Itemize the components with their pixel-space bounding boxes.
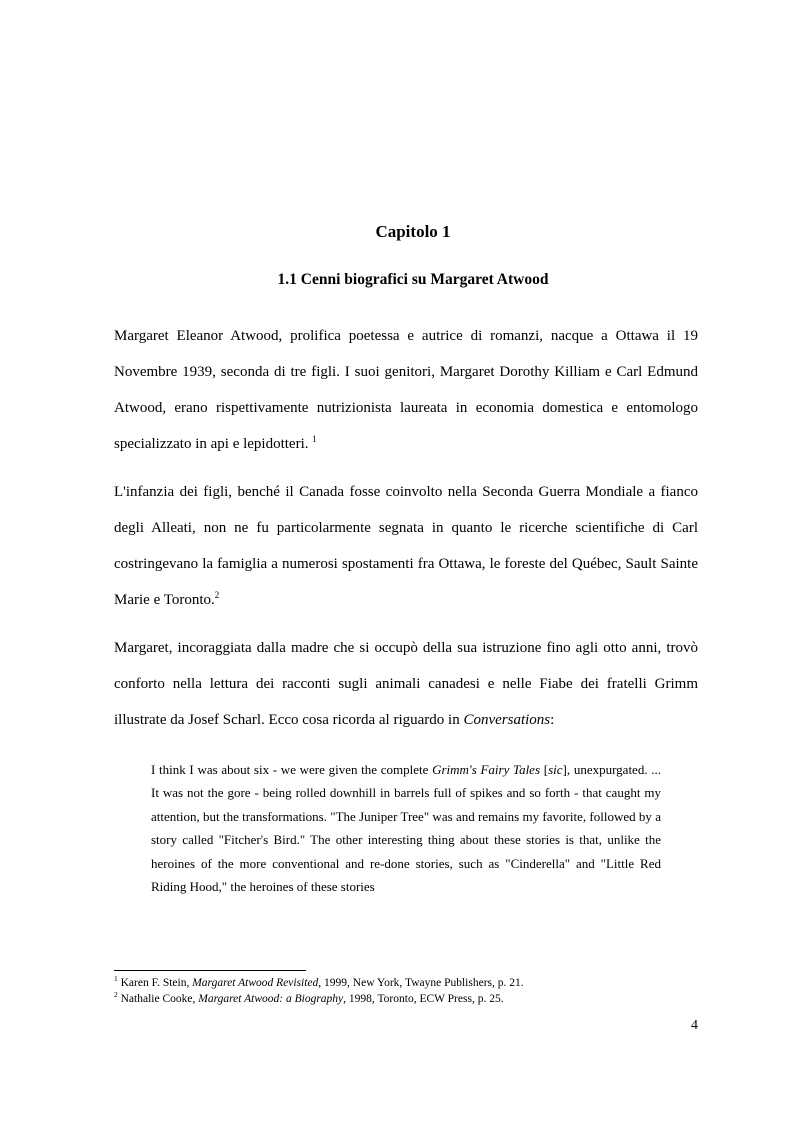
quote-book-title: Grimm's Fairy Tales	[432, 762, 541, 777]
block-quote	[151, 758, 661, 898]
section-title: 1.1 Cenni biografici su Margaret Atwood	[277, 271, 549, 288]
footnote-separator	[114, 970, 306, 971]
footnote-details: , 1998, Toronto, ECW Press, p. 25.	[343, 993, 504, 1005]
footnote-title: Margaret Atwood Revisited	[192, 977, 319, 989]
book-title: Conversations	[463, 712, 551, 728]
paragraph-text: Margaret, incoraggiata dalla madre che si occupò della sua istruzione fino agli otto anni, trovò conforto nella lettura dei racconti sugli animali canadesi e nelle Fiabe dei fratelli Grimm illustrate da Josef Scharl. Ecco cosa ricorda al riguardo in	[114, 640, 698, 728]
paragraph-reading	[114, 630, 698, 738]
quote-text: I think I was about six - we were given the complete	[151, 762, 429, 777]
paragraph-punctuation: :	[550, 712, 555, 728]
paragraph-birth	[114, 318, 698, 462]
footnotes	[114, 975, 698, 1007]
footnote-title: Margaret Atwood: a Biography	[198, 993, 344, 1005]
footnote-details: , 1999, New York, Twayne Publishers, p. 21.	[318, 977, 524, 989]
paragraph-text: Margaret Eleanor Atwood, prolifica poetessa e autrice di romanzi, nacque a Ottawa il 19 Novembre 1939, seconda di tre figli. I suoi genitori, Margaret Dorothy Killiam e Carl Edmund Atwood, erano rispettivamente nutrizionista laureata in economia domestica e entomologo specializzato in api e lepidotteri.	[114, 328, 698, 452]
footnote-2	[114, 991, 698, 1007]
footnote-author: Karen F. Stein,	[120, 977, 190, 989]
paragraph-childhood	[114, 474, 698, 618]
footnote-1	[114, 975, 698, 991]
quote-bracket: ],	[562, 762, 571, 777]
footnote-number: 1	[114, 974, 118, 984]
page-number: 4	[691, 1018, 698, 1033]
quote-sic: sic	[548, 762, 563, 777]
chapter-title: Capitolo 1	[375, 222, 451, 241]
footnote-ref: 1	[312, 434, 317, 444]
quote-bracket: [	[543, 762, 549, 777]
footnote-number: 2	[114, 990, 118, 1000]
quote-text: unexpurgated. ... It was not the gore - being rolled downhill in barrels full of spikes and so forth - that caught my attention, but the transformations. "The Juniper Tree" was and remains my favorite, followed by a story called "Fitcher's Bird." The other interesting thing about these stories is that, unlike the heroines of the more conventional and re-done stories, such as "Cinderella" and "Little Red Riding Hood," the heroines of these stories	[151, 762, 662, 895]
paragraph-text: L'infanzia dei figli, benché il Canada fosse coinvolto nella Seconda Guerra Mondiale a fianco degli Alleati, non ne fu particolarmente segnata in quanto le ricerche scientifiche di Carl costringevano la famiglia a numerosi spostamenti fra Ottawa, le foreste del Québec, Sault Sainte Marie e Toronto.	[114, 484, 698, 608]
footnote-author: Nathalie Cooke,	[120, 993, 196, 1005]
footnote-ref: 2	[214, 590, 220, 600]
